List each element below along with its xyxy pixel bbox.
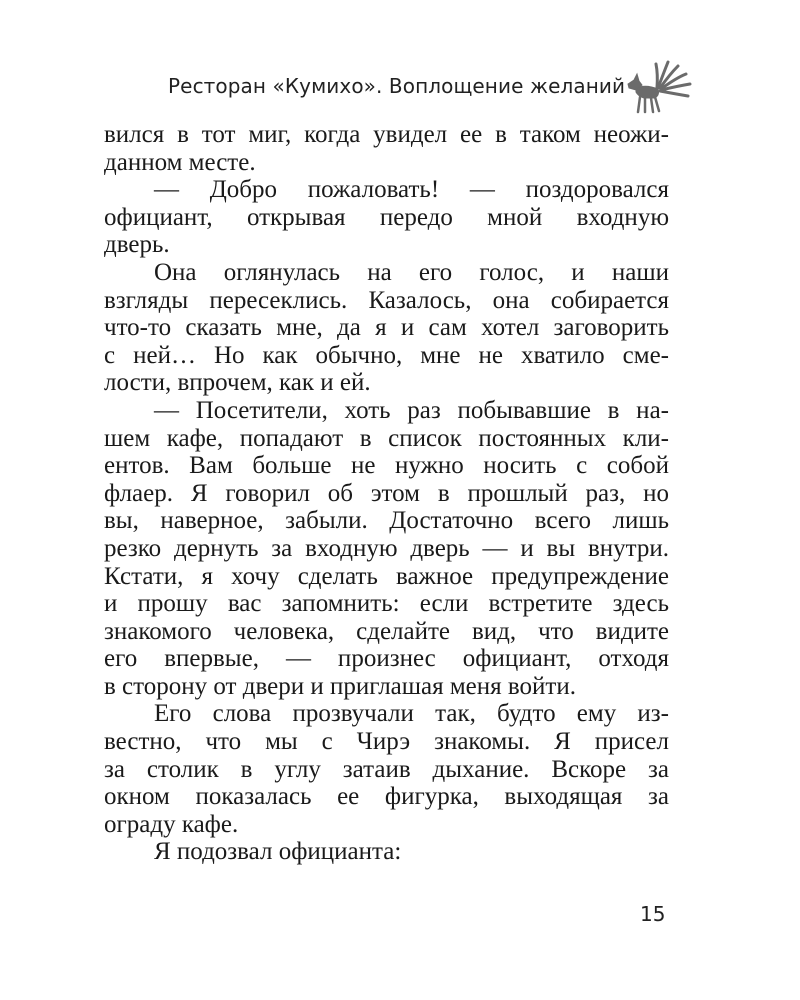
- text-line: с ней… Но как обычно, мне не хватило сме-: [104, 341, 669, 369]
- text-line: вился в тот миг, когда увидел ее в таком неожи-: [104, 121, 669, 148]
- text-line: Его слова прозвучали так, будто ему из-: [154, 700, 669, 728]
- text-line: шем кафе, попадают в список постоянных кли-: [104, 424, 669, 452]
- text-line: дверь.: [104, 231, 170, 259]
- text-line: в сторону от двери и приглашая меня войти.: [104, 672, 576, 700]
- text-line: взгляды пересеклись. Казалось, она собирается: [104, 286, 669, 314]
- text-line: резко дернуть за входную дверь — и вы внутри.: [104, 534, 669, 562]
- text-line: ентов. Вам больше не нужно носить с собой: [104, 452, 669, 480]
- text-line: и прошу вас запомнить: если встретите здесь: [104, 590, 669, 618]
- text-line: Я подозвал официанта:: [154, 838, 402, 866]
- text-line: официант, открывая передо мной входную: [104, 203, 669, 231]
- nine-tailed-fox-icon: [624, 58, 694, 114]
- running-header-title: Ресторан «Кумихо». Воплощение желаний: [168, 74, 626, 98]
- text-line: Кстати, я хочу сделать важное предупреждение: [104, 562, 669, 590]
- text-line: вестно, что мы с Чирэ знакомы. Я присел: [104, 728, 669, 756]
- text-line: — Добро пожаловать! — поздоровался: [154, 176, 669, 204]
- text-line: Она оглянулась на его голос, и наши: [154, 258, 669, 286]
- text-line: лости, впрочем, как и ей.: [104, 369, 371, 397]
- text-line: за столик в углу затаив дыхание. Вскоре за: [104, 755, 669, 783]
- text-line: вы, наверное, забыли. Достаточно всего лишь: [104, 507, 669, 535]
- page-number: 15: [640, 902, 666, 926]
- text-line: его впервые, — произнес официант, отходя: [104, 645, 669, 673]
- text-line: ограду кафе.: [104, 810, 239, 838]
- text-line: что-то сказать мне, да я и сам хотел заговорить: [104, 314, 669, 342]
- body-text: [104, 121, 669, 866]
- text-line: знакомого человека, сделайте вид, что видите: [104, 617, 669, 645]
- text-line: — Посетители, хоть раз побывавшие в на-: [154, 396, 669, 424]
- text-line: флаер. Я говорил об этом в прошлый раз, но: [104, 479, 669, 507]
- text-line: окном показалась ее фигурка, выходящая за: [104, 783, 669, 811]
- text-line: данном месте.: [104, 148, 256, 176]
